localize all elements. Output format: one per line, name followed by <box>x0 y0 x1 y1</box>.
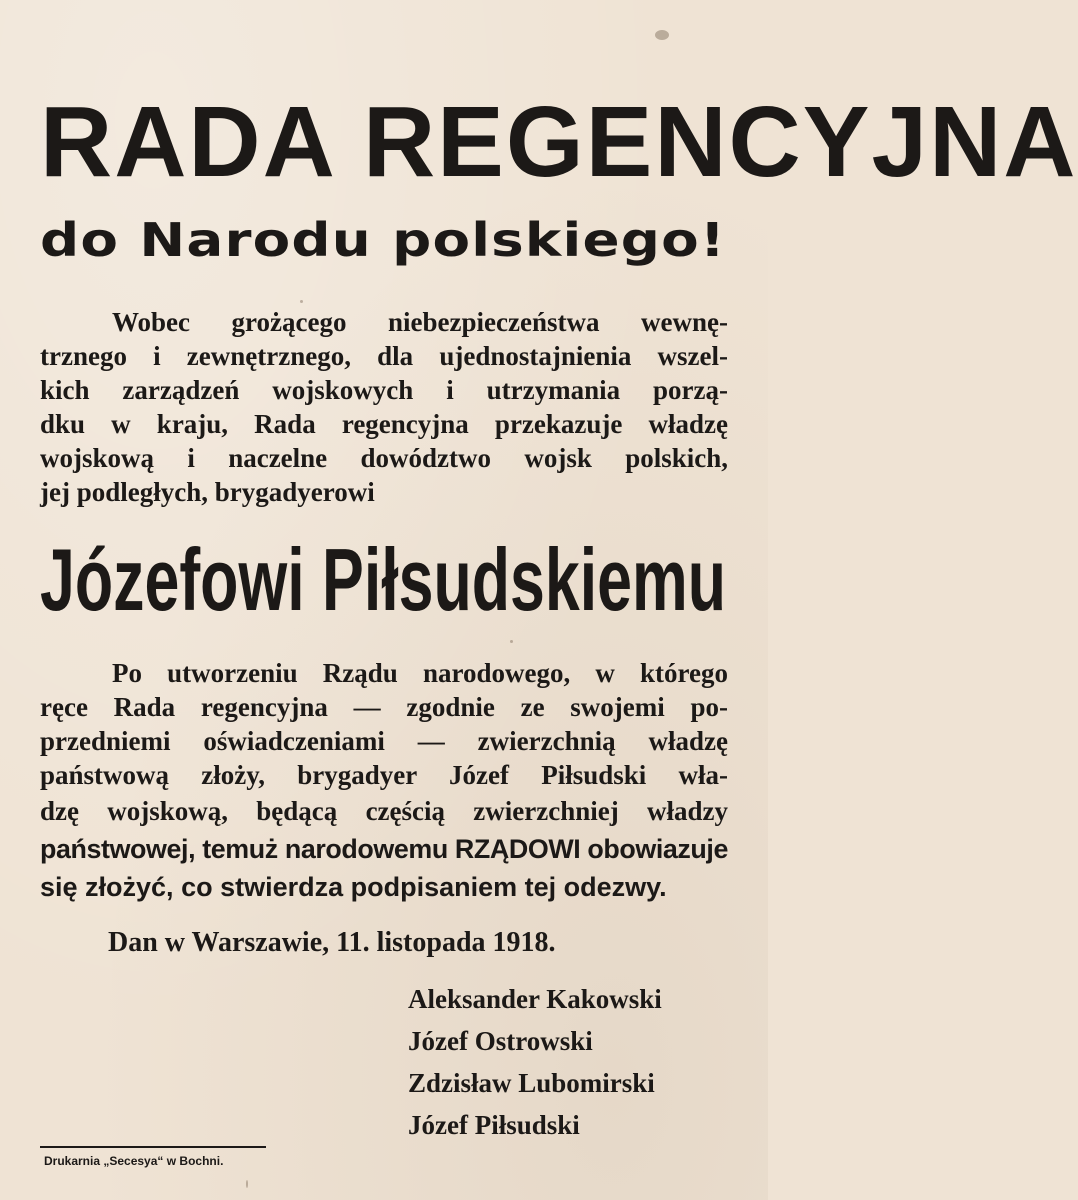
paragraph-1-line: Wobec grożącego niebezpieczeństwa wewnę- <box>112 307 728 337</box>
paragraph-2-line: państwowej, temuż narodowemu RZĄDOWI obowiazuje <box>40 834 729 864</box>
signatory: Józef Ostrowski <box>408 1026 593 1056</box>
paragraph-2-line: ręce Rada regencyjna — zgodnie ze swojemi po- <box>40 692 728 722</box>
dateline: Dan w Warszawie, 11. listopada 1918. <box>108 927 556 958</box>
paragraph-2-line: dzę wojskową, będącą częścią zwierzchniej władzy <box>40 796 728 826</box>
signatory: Aleksander Kakowski <box>408 984 662 1014</box>
printer-rule <box>40 1146 266 1148</box>
paragraph-1-line: dku w kraju, Rada regencyjna przekazuje władzę <box>40 409 728 439</box>
paragraph-1-line: kich zarządzeń wojskowych i utrzymania porzą- <box>40 375 728 405</box>
paper-speck <box>246 1180 248 1188</box>
signatory: Józef Piłsudski <box>408 1110 580 1140</box>
paragraph-2-line: Po utworzeniu Rządu narodowego, w którego <box>112 658 728 688</box>
signatory: Zdzisław Lubomirski <box>408 1068 655 1098</box>
paragraph-2-line: przedniemi oświadczeniami — zwierzchnią władzę <box>40 726 728 756</box>
paragraph-2-line: się złożyć, co stwierdza podpisaniem tej odezwy. <box>40 872 667 902</box>
paragraph-1-line: trznego i zewnętrznego, dla ujednostajnienia wszel- <box>40 341 728 371</box>
paper-stain <box>655 30 669 40</box>
paper-speck <box>300 300 303 303</box>
recipient-name: Józefowi Piłsudskiemu <box>40 530 727 629</box>
paragraph-2-line: państwową złoży, brygadyer Józef Piłsudski wła- <box>40 760 728 790</box>
poster-title: RADA REGENCYJNA <box>40 86 1078 198</box>
paragraph-1-line: jej podległych, brygadyerowi <box>40 477 375 507</box>
poster-subtitle: do Narodu polskiego! <box>40 213 727 267</box>
printer-imprint: Drukarnia „Secesya“ w Bochni. <box>44 1154 224 1168</box>
paragraph-1-line: wojskową i naczelne dowództwo wojsk polskich, <box>40 443 728 473</box>
paper-speck <box>510 640 513 643</box>
